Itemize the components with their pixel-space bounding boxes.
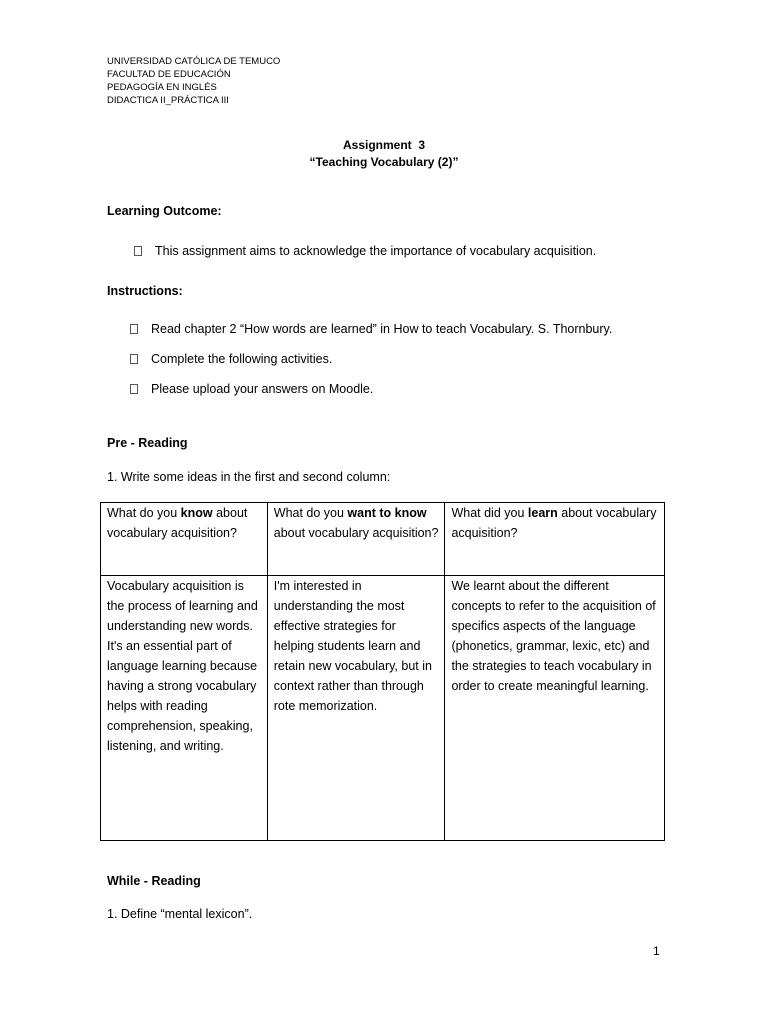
- kwl-header-know: What do you know about vocabulary acquisition?: [101, 503, 268, 576]
- bullet-box-icon: [130, 354, 138, 364]
- header-line-program: PEDAGOGÍA EN INGLÉS: [107, 82, 217, 93]
- pre-reading-prompt: 1. Write some ideas in the first and second column:: [107, 470, 391, 484]
- pre-reading-heading: Pre - Reading: [107, 436, 188, 450]
- header-line-faculty: FACULTAD DE EDUCACIÓN: [107, 69, 231, 80]
- kwl-table: [100, 502, 665, 841]
- institution-header: [107, 55, 280, 107]
- kwl-answer-row: [101, 576, 665, 841]
- instruction-text: Complete the following activities.: [151, 352, 333, 366]
- kwl-header-want-to-know: What do you want to know about vocabulary acquisition?: [267, 503, 445, 576]
- instruction-item: [130, 382, 373, 396]
- page-number: 1: [653, 944, 660, 958]
- bullet-box-icon: [130, 324, 138, 334]
- learning-outcome-bullet: [134, 244, 596, 258]
- while-reading-prompt: 1. Define “mental lexicon”.: [107, 907, 253, 921]
- instruction-item: [130, 352, 332, 366]
- header-line-university: UNIVERSIDAD CATÓLICA DE TEMUCO: [107, 56, 281, 67]
- kwl-cell-learn[interactable]: We learnt about the different concepts to refer to the acquisition of specifics aspects of the language (phonetics, grammar, lexic, etc) and the strategies to teach vocabulary in order to create meaningful learning.: [445, 576, 665, 841]
- bullet-box-icon: [130, 384, 138, 394]
- learning-outcome-text: This assignment aims to acknowledge the importance of vocabulary acquisition.: [155, 244, 597, 258]
- assignment-title: Assignment 3: [342, 138, 426, 152]
- kwl-header-learn: What did you learn about vocabulary acquisition?: [445, 503, 665, 576]
- kwl-header-row: [101, 503, 665, 576]
- header-line-course: DIDACTICA II_PRÁCTICA III: [107, 95, 229, 106]
- while-reading-heading: While - Reading: [107, 874, 201, 888]
- instruction-text: Read chapter 2 “How words are learned” in How to teach Vocabulary. S. Thornbury.: [151, 322, 613, 336]
- instructions-heading: Instructions:: [107, 284, 183, 298]
- instruction-text: Please upload your answers on Moodle.: [151, 382, 374, 396]
- assignment-subtitle: “Teaching Vocabulary (2)”: [309, 155, 459, 169]
- bullet-box-icon: [134, 246, 142, 256]
- kwl-cell-want-to-know[interactable]: I'm interested in understanding the most effective strategies for helping students learn and retain new vocabulary, but in context rather than through rote memorization.: [267, 576, 445, 841]
- learning-outcome-heading: Learning Outcome:: [107, 204, 222, 218]
- instruction-item: [130, 322, 612, 336]
- kwl-cell-know[interactable]: Vocabulary acquisition is the process of learning and understanding new words. It's an essential part of language learning because having a strong vocabulary helps with reading comprehension, speaking, listening, and writing.: [101, 576, 268, 841]
